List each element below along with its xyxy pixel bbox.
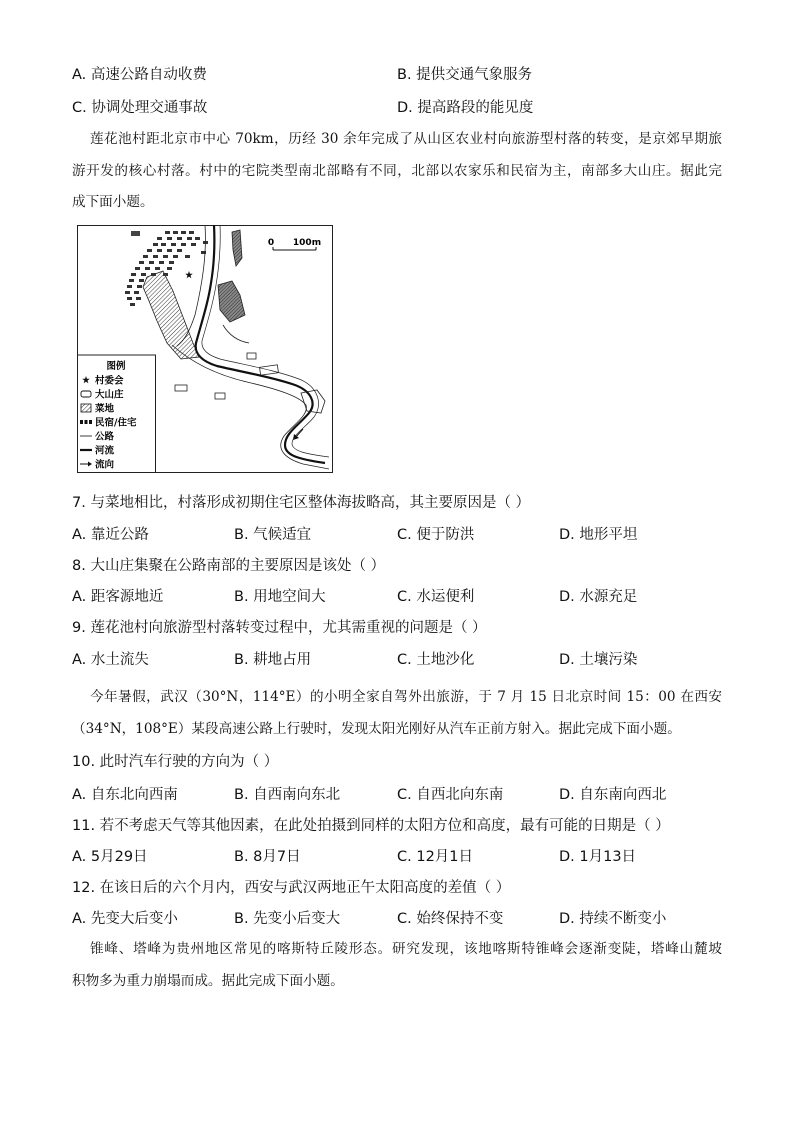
q11-option-b: B. 8月7日 — [234, 849, 301, 865]
building-marker — [167, 267, 172, 270]
question-12-options — [0, 909, 794, 929]
building-marker — [127, 297, 132, 300]
q9-option-c: C. 土地沙化 — [397, 652, 475, 668]
q9-option-d: D. 土壤污染 — [559, 652, 638, 668]
passage-line: 成下面小题。 — [72, 194, 154, 210]
q12-option-d: D. 持续不断变小 — [559, 911, 667, 927]
q12-option-c: C. 始终保持不变 — [397, 911, 504, 927]
building-marker — [129, 279, 134, 282]
building-marker — [136, 297, 141, 300]
building-marker — [139, 279, 144, 282]
building-marker — [149, 261, 154, 264]
building-marker — [134, 291, 139, 294]
legend-title: 图例 — [106, 361, 126, 372]
building-marker — [167, 237, 172, 240]
building-marker — [185, 255, 190, 258]
q6-option-c: C. 协调处理交通事故 — [72, 100, 208, 116]
passage-road-trip — [72, 682, 722, 745]
legend-label: 村委会 — [95, 375, 124, 387]
manor-block — [131, 231, 140, 236]
building-marker — [163, 255, 168, 258]
question-11-stem: 11. 若不考虑天气等其他因素，在此处拍摄到同样的太阳方位和高度，最有可能的日期是（ ） — [72, 818, 670, 834]
q9-option-a: A. 水土流失 — [72, 652, 149, 668]
building-marker — [171, 243, 176, 246]
scale-zero-label: 0 — [267, 238, 275, 248]
building-marker — [181, 231, 186, 234]
building-marker — [191, 243, 196, 246]
q9-option-b: B. 耕地占用 — [234, 652, 312, 668]
legend-label: 公路 — [95, 431, 115, 443]
passage-line: 今年暑假，武汉（30°N，114°E）的小明全家自驾外出旅游，于 7 月 15 日北京时间 15：00 在西安 — [90, 689, 722, 705]
passage-line: 莲花池村距北京市中心 70km，历经 30 余年完成了从山区农业村向旅游型村落的转变，是京郊早期旅 — [90, 131, 722, 147]
building-marker — [137, 285, 142, 288]
q6-options-row-2 — [0, 98, 794, 118]
building-marker — [159, 261, 164, 264]
building-marker — [147, 249, 152, 252]
building-marker — [143, 255, 148, 258]
building-marker — [130, 303, 135, 306]
legend-label: 民宿/住宅 — [95, 417, 137, 429]
question-12-stem: 12. 在该日后的六个月内，西安与武汉两地正午太阳高度的差值（ ） — [72, 880, 511, 896]
q11-option-c: C. 12月1日 — [397, 849, 474, 865]
building-marker — [131, 273, 136, 276]
building-marker — [155, 267, 160, 270]
q10-option-d: D. 自东南向西北 — [559, 787, 667, 803]
q12-option-a: A. 先变大后变小 — [72, 911, 178, 927]
building-marker — [165, 231, 170, 234]
building-marker — [173, 255, 178, 258]
hatch-swatch-icon — [81, 404, 91, 412]
question-10-stem: 10. 此时汽车行驶的方向为（ ） — [72, 754, 279, 770]
q8-option-b: B. 用地空间大 — [234, 589, 326, 605]
building-marker — [161, 243, 166, 246]
legend-label: 大山庄 — [95, 389, 124, 401]
question-8-options — [0, 587, 794, 607]
q6-options-row-1 — [0, 65, 794, 85]
building-marker — [153, 243, 158, 246]
q6-option-b: B. 提供交通气象服务 — [397, 67, 533, 83]
q7-option-d: D. 地形平坦 — [559, 527, 638, 543]
q10-option-c: C. 自西北向东南 — [397, 787, 504, 803]
building-marker — [177, 249, 182, 252]
building-marker — [145, 267, 150, 270]
passage-karst — [72, 934, 722, 997]
q6-option-d: D. 提高路段的能见度 — [397, 100, 534, 116]
building-marker — [173, 231, 178, 234]
question-8-stem: 8. 大山庄集聚在公路南部的主要原因是该处（ ） — [72, 558, 386, 574]
question-7-options — [0, 525, 794, 545]
scale-length-label: 100m — [292, 238, 322, 248]
building-marker — [157, 249, 162, 252]
passage-line: 积物多为重力崩塌而成。据此完成下面小题。 — [72, 972, 344, 989]
q11-option-d: D. 1月13日 — [559, 849, 637, 865]
building-marker — [181, 243, 186, 246]
legend-label: 流向 — [95, 459, 115, 471]
building-marker — [167, 249, 172, 252]
building-marker — [153, 255, 158, 258]
building-marker — [127, 285, 132, 288]
legend-label: 菜地 — [95, 403, 115, 415]
building-marker — [163, 273, 168, 276]
q10-option-b: B. 自西南向东北 — [234, 787, 341, 803]
passage-lianhuachi — [72, 124, 722, 219]
q7-option-c: C. 便于防洪 — [397, 527, 475, 543]
building-marker — [189, 231, 194, 234]
q12-option-b: B. 先变小后变大 — [234, 911, 341, 927]
q7-option-a: A. 靠近公路 — [72, 527, 149, 543]
building-marker — [141, 273, 146, 276]
house-row-icon — [80, 420, 92, 424]
building-marker — [187, 237, 192, 240]
building-marker — [151, 273, 156, 276]
building-marker — [157, 237, 162, 240]
question-9-stem: 9. 莲花池村向旅游型村落转变过程中，尤其需重视的问题是（ ） — [72, 620, 487, 636]
q10-option-a: A. 自东北向西南 — [72, 787, 178, 803]
q8-option-d: D. 水源充足 — [559, 589, 638, 605]
q8-option-a: A. 距客源地近 — [72, 589, 164, 605]
building-marker — [125, 291, 130, 294]
building-marker — [139, 261, 144, 264]
q11-option-a: A. 5月29日 — [72, 849, 148, 865]
q6-option-a: A. 高速公路自动收费 — [72, 67, 207, 83]
passage-line: 锥峰、塔峰为贵州地区常见的喀斯特丘陵形态。研究发现，该地喀斯特锥峰会逐渐变陡，塔峰山麓坡 — [90, 941, 722, 957]
map-legend — [78, 355, 156, 473]
question-11-options — [0, 847, 794, 867]
passage-line: 游开发的核心村落。村中的宅院类型南北部略有不同，北部以农家乐和民宿为主，南部多大山庄。据此完 — [72, 162, 722, 179]
building-marker — [177, 237, 182, 240]
legend-label: 河流 — [95, 445, 115, 457]
passage-line: （34°N，108°E）某段高速公路上行驶时，发现太阳光刚好从汽车正前方射入。据此完成下面小题。 — [72, 720, 681, 737]
building-marker — [135, 267, 140, 270]
question-9-options — [0, 650, 794, 670]
question-7-stem: 7. 与菜地相比，村落形成初期住宅区整体海拔略高，其主要原因是（ ） — [72, 495, 531, 511]
q7-option-b: B. 气候适宜 — [234, 527, 312, 543]
building-marker — [195, 237, 200, 240]
village-map — [77, 225, 333, 473]
building-marker — [169, 261, 174, 264]
question-10-options — [0, 785, 794, 805]
q8-option-c: C. 水运便利 — [397, 589, 475, 605]
